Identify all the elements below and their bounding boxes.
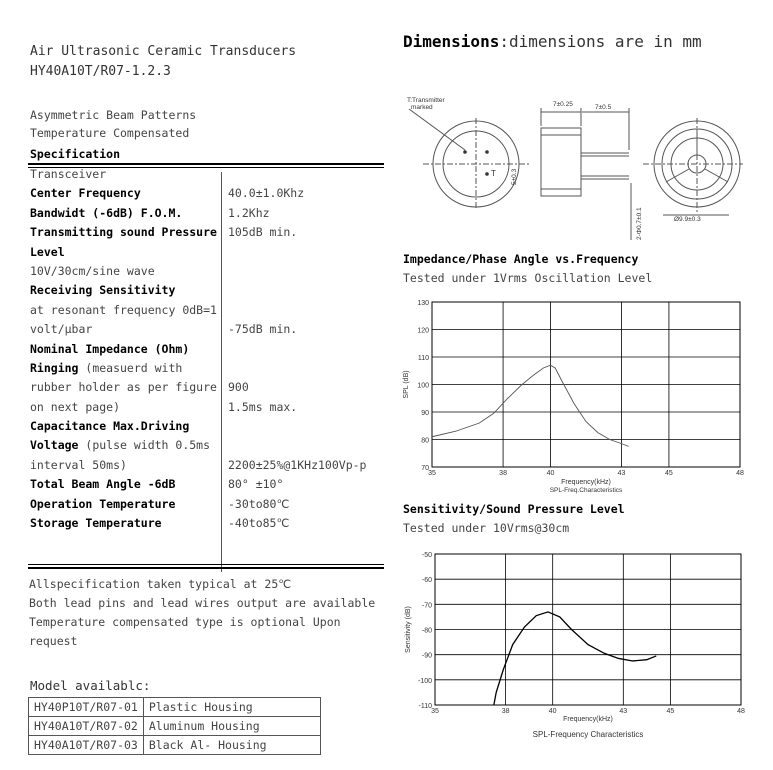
impedance-chart-title: Impedance/Phase Angle vs.Frequency [403, 252, 639, 266]
spec-label [30, 184, 141, 203]
spec-label-text: Level [30, 244, 65, 259]
spec-label [30, 281, 175, 300]
y-tick-label: -90 [421, 652, 432, 660]
spec-label-suffix: (pulse width 0.5ms [78, 438, 211, 453]
x-axis-label: Frequency(kHz) [561, 479, 611, 486]
spec-label-text: Ringing [30, 360, 79, 375]
spec-label-text: at resonant frequency 0dB=1 [30, 302, 217, 317]
note-line: Allspecification taken typical at 25℃ [29, 577, 292, 591]
spec-label [30, 398, 120, 417]
spec-row [28, 456, 383, 475]
spec-value: 80° ±10° [228, 477, 284, 492]
spec-value: 105dB min. [228, 225, 298, 240]
transmitter-note-2: marked [411, 104, 433, 111]
series-line [432, 365, 629, 446]
t-marker-label: T [491, 169, 496, 178]
spec-label [30, 417, 189, 436]
spec-label [30, 514, 162, 533]
y-tick-label: 80 [421, 437, 429, 445]
x-tick-label: 43 [617, 470, 626, 477]
product-title: Air Ultrasonic Ceramic Transducers [30, 44, 297, 59]
spec-value: 40.0±1.0Khz [228, 186, 305, 201]
dimensions-heading [403, 32, 702, 51]
spec-label [30, 301, 217, 320]
spec-row [28, 165, 383, 184]
chart-caption: SPL-Freq.Characteristics [549, 487, 623, 494]
model-housing: Aluminum Housing [143, 717, 320, 736]
spec-row [28, 262, 383, 281]
spec-label-text: Capacitance Max.Driving [30, 419, 190, 434]
spec-row [28, 436, 383, 455]
spec-label [30, 359, 182, 378]
note-line: Both lead pins and lead wires output are available [29, 596, 376, 610]
table-row [29, 736, 321, 755]
spec-label [30, 320, 92, 339]
model-code: HY40A10T/R07-02 [29, 717, 144, 736]
spec-row [28, 301, 383, 320]
x-tick-label: 40 [546, 470, 555, 477]
x-axis-label: Frequency(kHz) [563, 716, 613, 723]
transmitter-note: T:Transmitter [407, 97, 445, 104]
x-tick-label: 45 [666, 708, 675, 715]
spec-label-text: Nominal Impedance (Ohm) [30, 341, 190, 356]
spec-label-text: Transmitting sound Pressure [30, 225, 217, 240]
spec-value: 2200±25%@1KHz100Vp-p [228, 457, 367, 472]
spec-label-text: Center Frequency [30, 186, 141, 201]
table-row [29, 698, 321, 717]
y-tick-label: 70 [421, 465, 429, 472]
spec-row [28, 184, 383, 203]
x-tick-label: 38 [499, 470, 507, 477]
model-code: HY40P10T/R07-01 [29, 698, 144, 717]
spec-label-text: on next page) [30, 399, 121, 414]
chart-caption: SPL-Frequency Characteristics [532, 730, 644, 739]
y-tick-label: 130 [417, 300, 429, 307]
spec-value: 1.2Khz [228, 205, 270, 220]
spec-bottom-rule-thin [28, 564, 384, 565]
spec-heading: Specification [30, 147, 121, 161]
leader-line [409, 109, 465, 150]
spec-label [30, 223, 217, 242]
spec-label-suffix: (measuerd with [78, 360, 183, 375]
spec-label-text: Bandwidt (-6dB) F.O.M. [30, 205, 183, 220]
x-tick-label: 38 [501, 708, 510, 715]
dim-pin-diameter-label: 2-Φ0.7±0.1 [636, 207, 643, 240]
side-view-body [541, 128, 581, 196]
spec-label-text: 10V/30cm/sine wave [30, 263, 155, 278]
x-tick-label: 45 [665, 470, 673, 477]
spec-row [28, 378, 383, 397]
model-code: HY40A10T/R07-03 [29, 736, 144, 755]
spec-label-text: Total Beam Angle -6dB [30, 477, 176, 492]
dim-pin-spacing-label: 5±0.3 [511, 168, 518, 185]
spec-row [28, 514, 383, 533]
notes [29, 575, 379, 651]
feature-temperature: Temperature Compensated [30, 126, 190, 140]
y-tick-label: 90 [421, 410, 429, 417]
y-tick-label: -100 [417, 677, 432, 685]
y-tick-label: 110 [417, 355, 429, 362]
spec-row [28, 223, 383, 242]
spec-row [28, 417, 383, 436]
spec-row [28, 475, 383, 494]
spec-label [30, 456, 127, 475]
y-axis-label: Sensitivity (dB) [405, 606, 412, 653]
y-axis-label: SPL (dB) [403, 370, 410, 399]
spec-row [28, 398, 383, 417]
y-tick-label: -50 [421, 552, 432, 559]
dimension-drawing [403, 90, 743, 245]
x-tick-label: 35 [431, 708, 439, 715]
spec-row [28, 340, 383, 359]
y-tick-label: -80 [421, 627, 432, 635]
spec-value: -40to85℃ [228, 516, 290, 531]
spec-label [30, 340, 189, 359]
sensitivity-chart [395, 548, 750, 748]
spec-label-text: volt/μbar [30, 322, 93, 337]
spec-label [30, 475, 175, 494]
spec-label-text: Operation Temperature [30, 496, 176, 511]
spec-label [30, 495, 175, 514]
table-row [29, 717, 321, 736]
dim-diameter-label: Ø9.9±0.3 [674, 216, 701, 223]
spec-row [28, 281, 383, 300]
y-tick-label: -110 [418, 703, 432, 710]
spec-value: 1.5ms max. [228, 399, 298, 414]
spec-bottom-rule [28, 567, 384, 569]
spec-label-text: interval 50ms) [30, 457, 127, 472]
dim-pin-label: 7±0.5 [595, 104, 612, 111]
spec-label-text: Voltage [30, 438, 79, 453]
sensitivity-chart-subtitle: Tested under 10Vrms@30cm [403, 521, 570, 535]
spec-value: 900 [228, 380, 249, 395]
y-tick-label: -60 [421, 577, 432, 585]
spec-row [28, 495, 383, 514]
feature-asymmetric: Asymmetric Beam Patterns [30, 108, 197, 122]
model-housing: Plastic Housing [143, 698, 320, 717]
note-line: Temperature compensated type is optional Upon [29, 615, 341, 629]
impedance-chart-subtitle: Tested under 1Vrms Oscillation Level [403, 271, 653, 285]
x-tick-label: 43 [619, 708, 628, 715]
product-model: HY40A10T/R07-1.2.3 [30, 64, 171, 79]
sensitivity-chart-title: Sensitivity/Sound Pressure Level [403, 502, 625, 516]
spec-label-text: rubber holder as per figure [30, 380, 217, 395]
x-tick-label: 48 [737, 708, 745, 715]
dimensions-heading-bold: Dimensions [403, 32, 500, 51]
model-housing: Black Al- Housing [143, 736, 320, 755]
spec-row [28, 320, 383, 339]
x-tick-label: 35 [428, 470, 436, 477]
x-tick-label: 40 [548, 708, 557, 715]
spec-row [28, 359, 383, 378]
spec-label [30, 262, 155, 281]
spec-label [30, 436, 210, 455]
spec-label [30, 204, 182, 223]
dim-height-label: 7±0.25 [553, 101, 573, 108]
spec-label [30, 165, 106, 184]
series-line [494, 612, 656, 705]
model-table [28, 697, 321, 755]
model-heading: Model availablc: [30, 678, 151, 693]
impedance-chart [395, 296, 745, 500]
dimensions-heading-rest: :dimensions are in mm [499, 32, 702, 51]
spec-value: -75dB min. [228, 322, 298, 337]
spec-label-text: Receiving Sensitivity [30, 283, 176, 298]
spec-label [30, 378, 217, 397]
spec-row [28, 204, 383, 223]
y-tick-label: 120 [417, 327, 429, 335]
spec-label-text: Transceiver [30, 167, 107, 181]
spec-table [28, 165, 383, 533]
y-tick-label: 100 [417, 382, 429, 390]
y-tick-label: -70 [421, 602, 432, 610]
x-tick-label: 48 [736, 470, 744, 477]
spec-row [28, 243, 383, 262]
spec-label-text: Storage Temperature [30, 516, 162, 531]
note-line: request [29, 634, 78, 648]
spec-label [30, 243, 65, 262]
spec-value: -30to80℃ [228, 496, 290, 511]
